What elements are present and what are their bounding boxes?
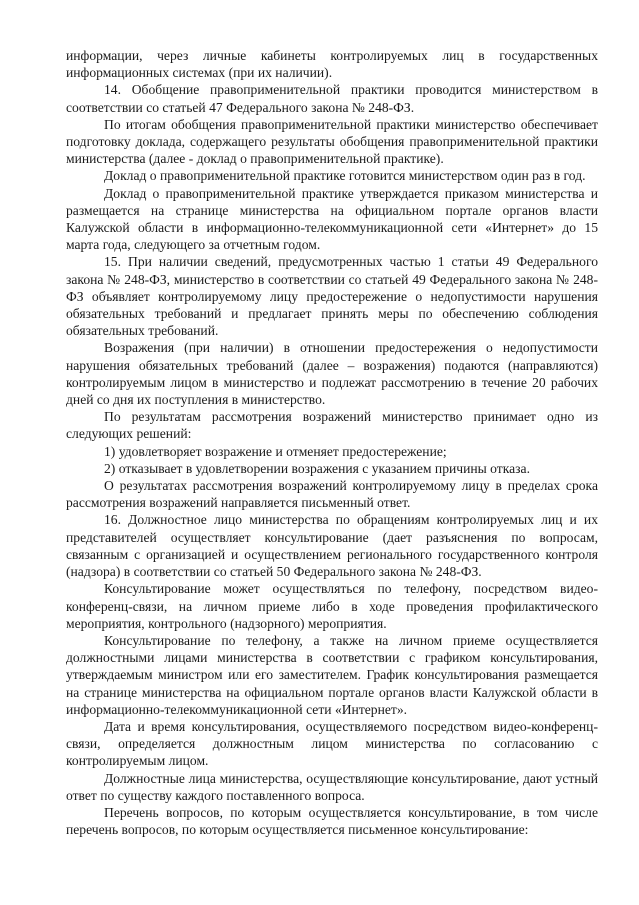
paragraph: Консультирование может осуществляться по телефону, посредством видео-конференц-связи, на личном приеме либо в ходе проведения профилактического мероприятия, контрольного (надзорного) мероприятия. bbox=[66, 581, 598, 631]
paragraph: Перечень вопросов, по которым осуществляется консультирование, в том числе перечень вопросов, по которым осуществляется письменное консультирование: bbox=[66, 804, 598, 838]
document-body bbox=[66, 47, 598, 838]
paragraph: Возражения (при наличии) в отношении предостережения о недопустимости нарушения обязательных требований (далее – возражения) подаются (направляются) контролируемым лицом в министерство и подлежат рассмотрению в течение 20 рабочих дней со дня их поступления в министерство. bbox=[66, 340, 598, 408]
list-item: 1) удовлетворяет возражение и отменяет предостережение; bbox=[104, 443, 447, 459]
paragraph: Консультирование по телефону, а также на личном приеме осуществляется должностными лицами министерства в соответствии с графиком консультирования, утверждаемым министром или его заместителем. График консультирования размещается на странице министерства на официальном портале органов власти Калужской области в информационно-телекоммуникационной сети «Интернет». bbox=[66, 632, 598, 717]
paragraph: 14. Обобщение правоприменительной практики проводится министерством в соответствии со статьей 47 Федерального закона № 248-ФЗ. bbox=[66, 82, 598, 115]
paragraph: Доклад о правоприменительной практике готовится министерством один раз в год. bbox=[104, 168, 586, 184]
paragraph: По результатам рассмотрения возражений министерство принимает одно из следующих решений: bbox=[66, 409, 598, 442]
paragraph: Доклад о правоприменительной практике утверждается приказом министерства и размещается на странице министерства на официальном портале органов власти Калужской области в информационно-телекоммуникационной сети «Интернет» до 15 марта года, следующего за отчетным годом. bbox=[66, 185, 598, 253]
paragraph: Дата и время консультирования, осуществляемого посредством видео-конференц-связи, определяется должностным лицом министерства по согласованию с контролируемым лицом. bbox=[66, 718, 598, 769]
paragraph: Должностные лица министерства, осуществляющие консультирование, дают устный ответ по существу каждого поставленного вопроса. bbox=[66, 770, 598, 803]
paragraph: информации, через личные кабинеты контролируемых лиц в государственных информационных системах (при их наличии). bbox=[66, 48, 598, 81]
paragraph: 15. При наличии сведений, предусмотренных частью 1 статьи 49 Федерального закона № 248-ФЗ, министерство в соответствии со статьей 49 Федерального закона № 248-ФЗ объявляет контролируемому лицу предостережение о недопустимости нарушения обязательных требований и предлагает принять меры по обеспечению соблюдения обязательных требований. bbox=[66, 254, 598, 339]
paragraph: По итогам обобщения правоприменительной практики министерство обеспечивает подготовку доклада, содержащего результаты обобщения правоприменительной практики министерства (далее - доклад о правоприменительной практике). bbox=[66, 116, 598, 167]
list-item: 2) отказывает в удовлетворении возражения с указанием причины отказа. bbox=[104, 460, 530, 476]
paragraph: 16. Должностное лицо министерства по обращениям контролируемых лиц и их представителей осуществляет консультирование (дает разъяснения по вопросам, связанным с организацией и осуществлением регионального государственного контроля (надзора) в соответствии со статьей 50 Федерального закона № 248-ФЗ. bbox=[66, 512, 598, 580]
paragraph: О результатах рассмотрения возражений контролируемому лицу в пределах срока рассмотрения возражений направляется письменный ответ. bbox=[66, 478, 598, 511]
